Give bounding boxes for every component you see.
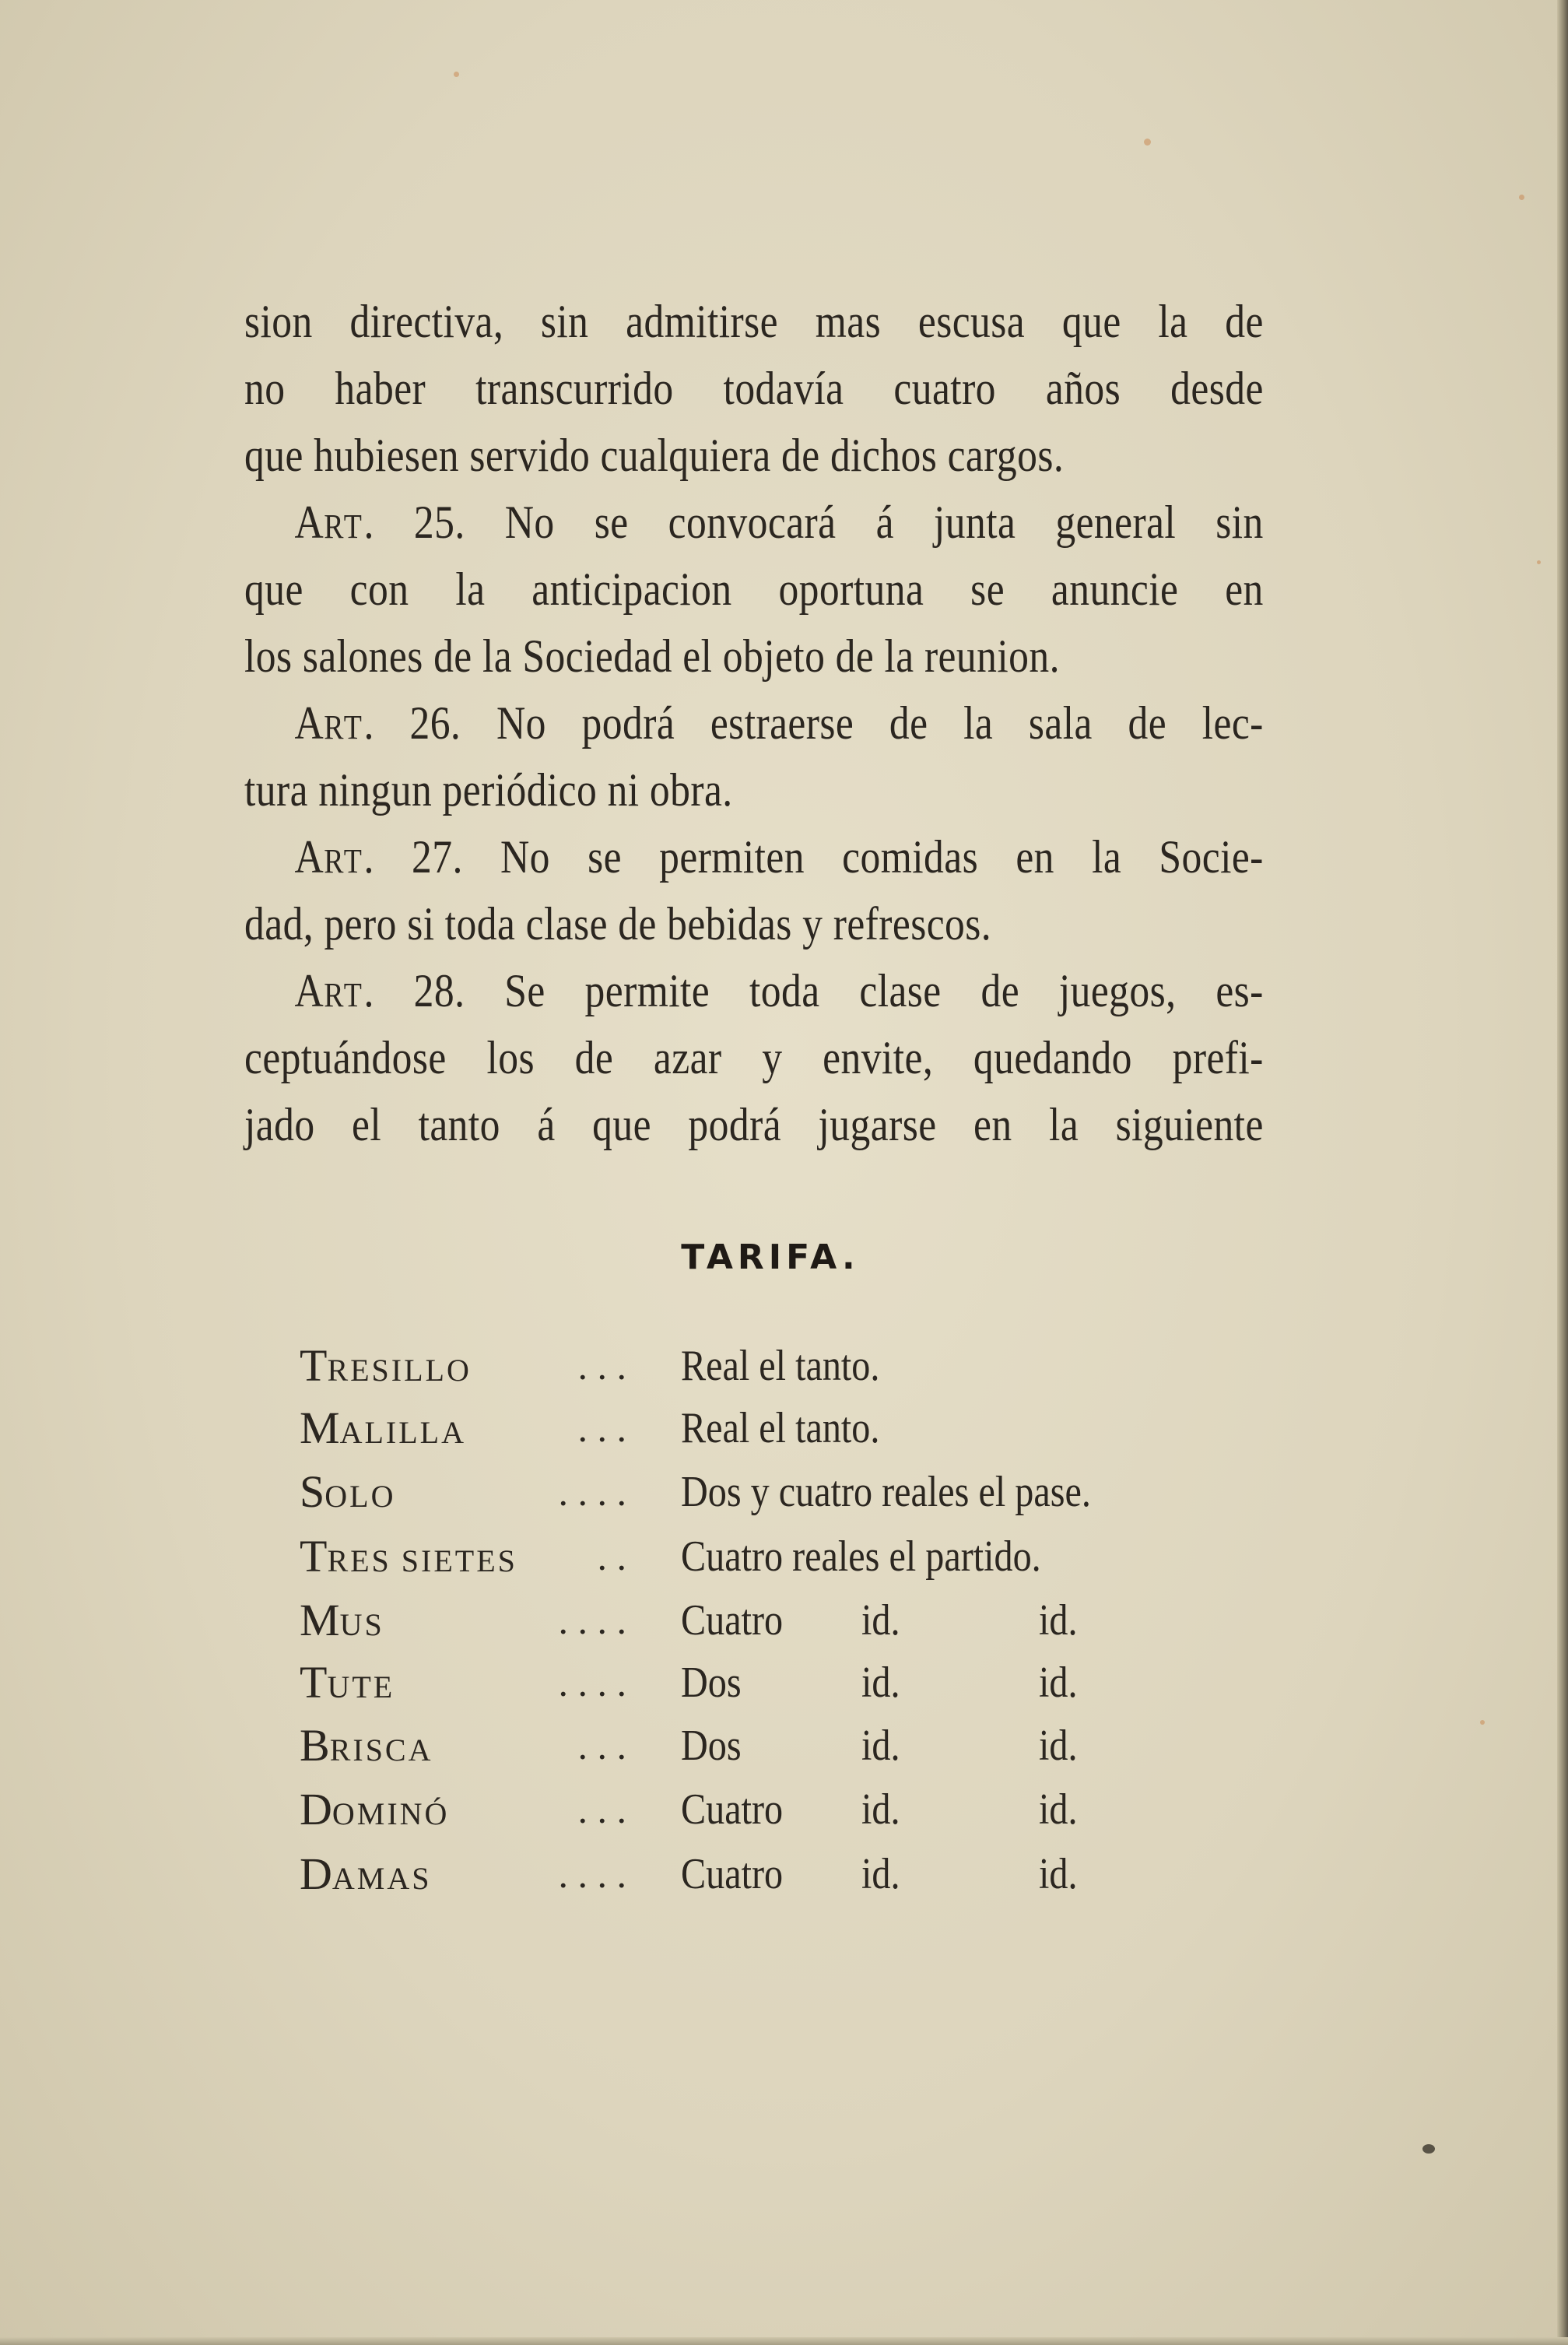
- game-name: BRISCA: [300, 1720, 433, 1771]
- text-line: no haber transcurrido todavía cuatro años desde: [244, 363, 1264, 414]
- game-name: MUS: [300, 1595, 384, 1645]
- id-col-2: id.: [1039, 1722, 1078, 1770]
- id-col-1: id.: [861, 1850, 900, 1898]
- id-col-1: id.: [861, 1785, 900, 1834]
- id-col-2: id.: [1039, 1785, 1078, 1834]
- leader-dots: . . . .: [558, 1661, 626, 1704]
- article-25-line: ART. 25. No se convocará á junta general sin: [294, 497, 1264, 548]
- leader-dots: . . .: [577, 1344, 626, 1388]
- tariff-row: [300, 1397, 1233, 1459]
- leader-dots: . .: [597, 1535, 626, 1578]
- id-col-1: id.: [861, 1722, 900, 1770]
- article-27-line: ART. 27. No se permiten comidas en la Socie-: [294, 831, 1264, 883]
- tarifa-heading: TARIFA.: [681, 1237, 860, 1277]
- game-name: TRESILLO: [300, 1340, 472, 1391]
- paper-speck: [1480, 1720, 1485, 1725]
- paper-speck: [1537, 560, 1541, 564]
- tariff-row: [300, 1715, 1233, 1777]
- game-name: DAMAS: [300, 1848, 432, 1899]
- price: Dos y cuatro reales el pase.: [681, 1468, 1091, 1516]
- text-line: que con la anticipacion oportuna se anuncie en: [244, 563, 1264, 615]
- id-col-2: id.: [1039, 1659, 1078, 1707]
- article-28-line: ART. 28. Se permite toda clase de juegos, es-: [294, 965, 1264, 1016]
- leader-dots: . . .: [577, 1788, 626, 1831]
- price: Real el tanto.: [681, 1342, 880, 1390]
- game-name: DOMINÓ: [300, 1784, 450, 1834]
- paper-speck: [1519, 195, 1524, 200]
- article-text: [244, 288, 1264, 1158]
- game-name: MALILLA: [300, 1402, 466, 1453]
- ink-blot: [1422, 2144, 1435, 2154]
- tariff-row: [300, 1525, 1233, 1588]
- price: Dos: [681, 1659, 742, 1707]
- price: Cuatro: [681, 1785, 784, 1834]
- id-col-1: id.: [861, 1596, 900, 1645]
- tariff-row: [300, 1843, 1233, 1905]
- leader-dots: . . .: [577, 1724, 626, 1768]
- tariff-row: [300, 1652, 1233, 1714]
- leader-dots: . . . .: [558, 1852, 626, 1896]
- tariff-row: [300, 1335, 1233, 1397]
- id-col-2: id.: [1039, 1596, 1078, 1645]
- price: Cuatro reales el partido.: [681, 1532, 1041, 1581]
- paper-speck: [1144, 139, 1151, 146]
- page-bottom-edge: [0, 2337, 1568, 2345]
- price: Real el tanto.: [681, 1404, 880, 1452]
- id-col-2: id.: [1039, 1850, 1078, 1898]
- price: Dos: [681, 1722, 742, 1770]
- tariff-row: [300, 1589, 1233, 1652]
- leader-dots: . . . .: [558, 1470, 626, 1514]
- page-edge: [1557, 0, 1568, 2345]
- article-26-line: ART. 26. No podrá estraerse de la sala de lec-: [294, 697, 1264, 749]
- game-name: TRES SIETES: [300, 1531, 517, 1581]
- price: Cuatro: [681, 1596, 784, 1645]
- text-line: los salones de la Sociedad el objeto de la reunion.: [244, 630, 1060, 682]
- text-line: ceptuándose los de azar y envite, quedando prefi-: [244, 1032, 1264, 1083]
- text-line: jado el tanto á que podrá jugarse en la siguiente: [244, 1099, 1264, 1150]
- text-line: dad, pero si toda clase de bebidas y refrescos.: [244, 898, 992, 950]
- text-line: sion directiva, sin admitirse mas escusa que la de: [244, 296, 1264, 347]
- tariff-row: [300, 1461, 1233, 1523]
- game-name: TUTE: [300, 1657, 395, 1708]
- text-line: tura ningun periódico ni obra.: [244, 764, 733, 816]
- id-col-1: id.: [861, 1659, 900, 1707]
- leader-dots: . . .: [577, 1406, 626, 1450]
- game-name: SOLO: [300, 1466, 396, 1517]
- paper-speck: [454, 72, 459, 77]
- price: Cuatro: [681, 1850, 784, 1898]
- text-line: que hubiesen servido cualquiera de dichos cargos.: [244, 430, 1065, 481]
- tariff-row: [300, 1778, 1233, 1841]
- leader-dots: . . . .: [558, 1599, 626, 1642]
